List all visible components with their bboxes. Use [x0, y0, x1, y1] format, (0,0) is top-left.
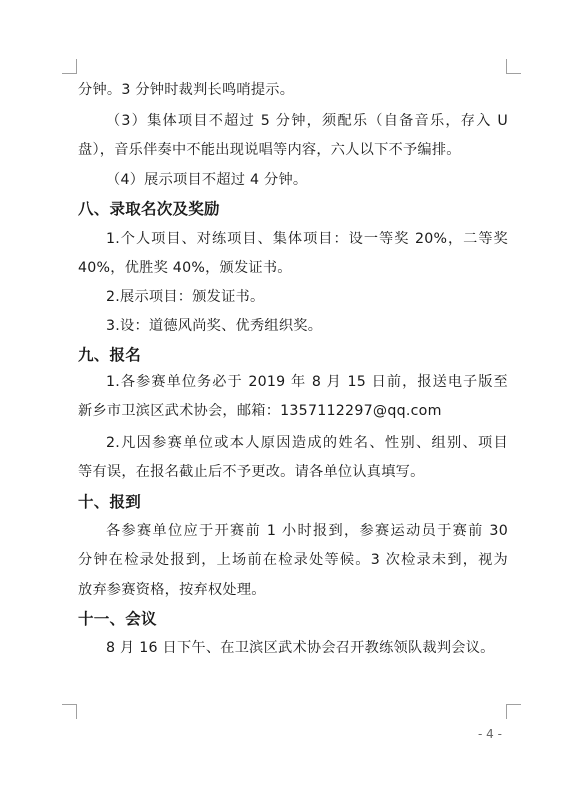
crop-mark-bottom-left	[62, 704, 77, 719]
crop-mark-top-left	[62, 59, 77, 74]
paragraph-line: 3.设：道德风尚奖、优秀组织奖。	[106, 318, 323, 334]
paragraph-line: 放弃参赛资格，按弃权处理。	[78, 582, 266, 598]
paragraph-line: 8 月 16 日下午、在卫滨区武术协会召开教练领队裁判会议。	[106, 640, 495, 656]
paragraph-line: （3）集体项目不超过 5 分钟，须配乐（自备音乐，存入 U	[106, 113, 508, 129]
crop-mark-top-right	[506, 59, 521, 74]
section-heading: 十一、会议	[78, 610, 157, 628]
paragraph-line: 1.各参赛单位务必于 2019 年 8 月 15 日前，报送电子版至	[106, 374, 508, 390]
paragraph-line: 2.凡因参赛单位或本人原因造成的姓名、性别、组别、项目	[106, 435, 508, 451]
page-number: - 4 -	[478, 727, 502, 741]
paragraph-line: 分钟。3 分钟时裁判长鸣哨提示。	[78, 82, 295, 98]
paragraph-line: 分钟在检录处报到，上场前在检录处等候。3 次检录未到，视为	[78, 552, 508, 568]
paragraph-line: 2.展示项目：颁发证书。	[106, 289, 265, 305]
section-heading: 十、报到	[78, 493, 142, 511]
paragraph-line: 盘），音乐伴奏中不能出现说唱等内容，六人以下不予编排。	[78, 142, 461, 158]
paragraph-line: 等有误，在报名截止后不予更改。请各单位认真填写。	[78, 464, 425, 480]
section-heading: 九、报名	[78, 346, 142, 364]
paragraph-line: 新乡市卫滨区武术协会，邮箱：1357112297@qq.com	[78, 403, 442, 419]
paragraph-line: （4）展示项目不超过 4 分钟。	[106, 172, 308, 188]
paragraph-line: 40%，优胜奖 40%，颁发证书。	[78, 260, 292, 276]
section-heading: 八、录取名次及奖励	[78, 200, 220, 218]
paragraph-line: 各参赛单位应于开赛前 1 小时报到，参赛运动员于赛前 30	[106, 523, 508, 539]
paragraph-line: 1.个人项目、对练项目、集体项目：设一等奖 20%，二等奖	[106, 231, 508, 247]
crop-mark-bottom-right	[506, 704, 521, 719]
